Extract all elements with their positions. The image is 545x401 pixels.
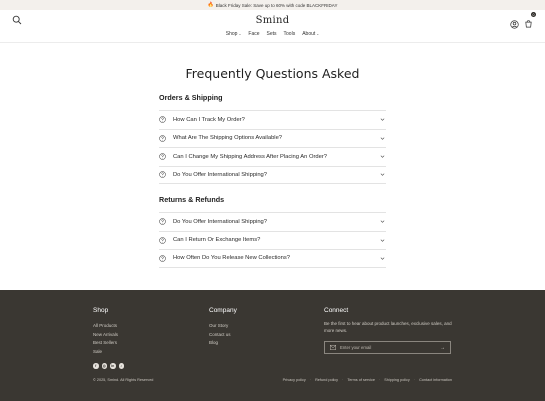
nav-item-about[interactable]: About⌄ [302,31,320,37]
faq-question: How Can I Track My Order? [173,116,245,123]
newsletter-text: Be the first to hear about product launches, exclusive sales, and more news. [324,321,452,333]
footer-link[interactable]: New Arrivals [93,331,119,337]
footer-link[interactable]: Contact us [209,331,231,337]
main-nav [0,29,545,39]
footer-link[interactable]: Best Sellers [93,340,118,346]
copyright-text: © 2025, Smind. All Rights Reserved [93,378,154,382]
nav-item-sets[interactable]: Sets [266,31,277,37]
divider: · [342,378,344,382]
faq-item[interactable] [159,110,386,129]
legal-link-contact[interactable]: Contact information [419,378,452,382]
cart-button[interactable] [524,12,535,33]
site-footer [0,290,545,401]
faq-question: Do You Offer International Shipping? [173,218,268,225]
divider: · [378,378,381,382]
fire-icon: 🔥 [207,2,214,8]
cart-icon [524,19,533,28]
faq-question: Can I Change My Shipping Address After Placing An Order? [173,153,328,160]
legal-link-shipping[interactable]: Shipping policy [384,378,410,382]
faq-question: Do You Offer International Shipping? [173,171,268,178]
question-circle-icon [159,135,166,142]
chevron-down-icon: ⌄ [238,32,242,36]
account-icon[interactable] [510,20,519,29]
promo-bar [0,0,545,10]
footer-connect-title: Connect [324,307,349,314]
promo-text: Black Friday Sale: Save up to 60% with code BLACKFRIDAY [215,2,338,8]
legal-link-refund[interactable]: Refund policy [315,378,339,382]
footer-shop-links [93,322,118,356]
section-title-returns: Returns & Refunds [159,195,225,204]
footer-link[interactable]: Sale [93,348,103,354]
faq-item[interactable] [159,249,386,268]
section-title-orders: Orders & Shipping [159,93,223,102]
legal-links [283,378,452,382]
question-circle-icon [159,116,166,123]
footer-link[interactable]: Our Story [209,323,229,328]
nav-item-shop[interactable]: Shop⌄ [225,31,242,37]
email-placeholder: Enter your email [340,345,372,350]
chevron-down-icon [380,117,385,122]
search-icon[interactable] [12,15,22,25]
chevron-down-icon: ⌄ [316,32,320,36]
footer-link[interactable]: Blog [209,340,219,346]
divider: · [413,378,416,382]
nav-item-tools[interactable]: Tools [283,31,296,37]
cart-count-badge: 0 [532,12,535,17]
faq-question: How Often Do You Release New Collections? [173,255,290,262]
legal-link-terms[interactable]: Terms of service [347,378,375,382]
arrow-right-icon[interactable]: → [440,344,445,351]
mail-icon [330,345,336,350]
legal-link-privacy[interactable]: Privacy policy [282,378,306,382]
linkedin-icon[interactable]: in [111,363,115,368]
faq-list-orders [159,110,386,184]
facebook-icon[interactable]: f [93,363,99,369]
question-circle-icon [159,171,166,178]
faq-list-returns [159,212,386,268]
chevron-down-icon [380,219,385,224]
chevron-down-icon [380,172,385,177]
divider: · [309,378,312,382]
footer-link[interactable]: All Products [93,323,118,328]
question-circle-icon [159,237,166,244]
footer-shop-title: Shop [93,307,109,314]
faq-item[interactable] [159,231,386,250]
page-title: Frequently Questions Asked [185,66,360,81]
tiktok-icon[interactable]: ♪ [120,363,123,368]
faq-item[interactable] [159,147,386,166]
faq-question: What Are The Shipping Options Available? [173,135,283,142]
footer-company-links [209,322,231,348]
footer-company-title: Company [209,307,237,314]
site-header [0,10,545,43]
chevron-down-icon [380,238,385,243]
faq-main [0,43,545,289]
chevron-down-icon [380,154,385,159]
social-links [93,363,124,369]
email-input[interactable] [324,341,451,354]
site-logo[interactable]: Smind [255,15,290,26]
faq-item[interactable] [159,212,386,231]
faq-item[interactable] [159,129,386,148]
nav-item-face[interactable]: Face [248,31,260,37]
chevron-down-icon [380,256,385,261]
instagram-icon[interactable]: ◎ [102,363,106,368]
faq-item[interactable] [159,166,386,185]
question-circle-icon [159,153,166,160]
chevron-down-icon [380,136,385,141]
question-circle-icon [159,218,166,225]
question-circle-icon [159,255,166,262]
faq-question: Can I Return Or Exchange Items? [173,237,261,244]
